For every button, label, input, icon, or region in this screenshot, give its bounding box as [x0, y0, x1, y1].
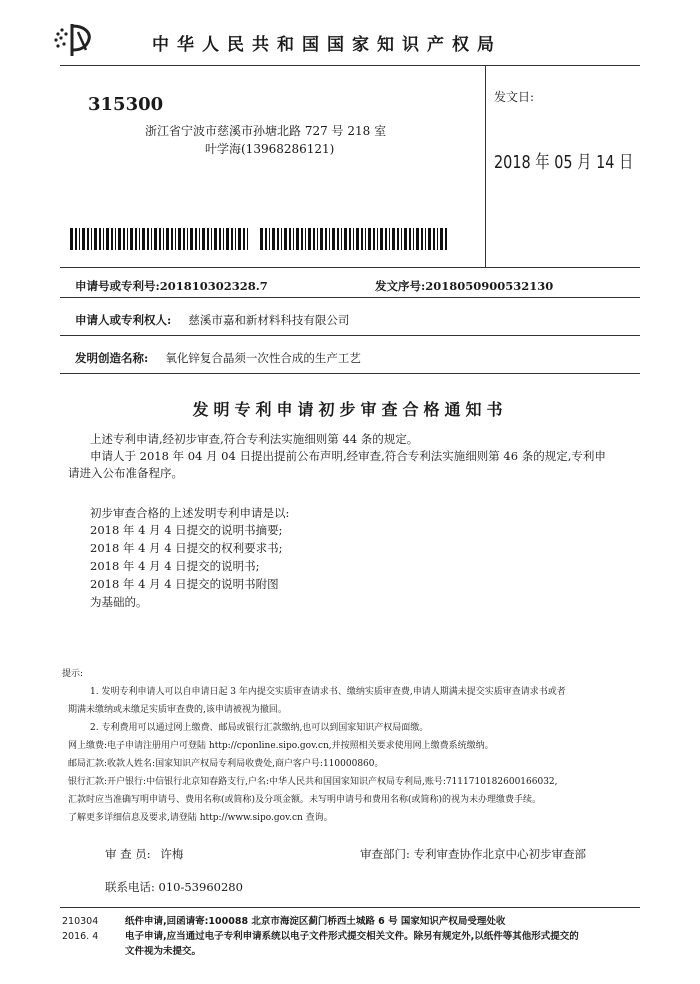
tip-line: 银行汇款:开户银行:中信银行北京知春路支行,户名:中华人民共和国国家知识产权局专利局,账号:7111710182600166032, — [68, 777, 558, 787]
postcode: 315300 — [88, 94, 164, 115]
form-code: 210304 — [62, 916, 99, 927]
tip-line: 邮局汇款:收款人姓名:国家知识产权局专利局收费处,商户客户号:110000860。 — [68, 759, 384, 769]
dept-value: 专利审查协作北京中心初步审查部 — [413, 847, 587, 861]
serial-label: 发文序号: — [375, 279, 426, 293]
serial-value: 2018050900532130 — [425, 279, 554, 293]
form-version: 2016. 4 — [62, 931, 99, 942]
tip-line: 汇款时应当准确写明申请号、费用名称(或简称)及分项金额。未写明申请号和费用名称(或简称)的视为未办理缴费手续。 — [68, 795, 542, 805]
rule-2 — [60, 297, 640, 298]
notice-title: 发明专利申请初步审查合格通知书 — [192, 400, 508, 419]
list-item: 2018 年 4 月 4 日提交的权利要求书; — [90, 541, 283, 555]
dept-label: 审查部门: — [360, 847, 410, 861]
tip-line: 了解更多详细信息及要求,请登陆 http://www.sipo.gov.cn 查询。 — [68, 813, 333, 823]
notice-paragraph-2-line-2: 请进入公布准备程序。 — [68, 466, 183, 480]
top-rule — [60, 65, 640, 66]
footer-line-1: 纸件申请,回函请寄:100088 北京市海淀区蓟门桥西土城路 6 号 国家知识产权局受理处收 — [125, 916, 506, 927]
date-divider — [485, 65, 486, 267]
phone-label: 联系电话: — [105, 880, 155, 894]
notice-paragraph-2-line-1: 申请人于 2018 年 04 月 04 日提出提前公布声明,经审查,符合专利法实施细则第 46 条的规定,专利申 — [90, 449, 606, 463]
notice-paragraph-1: 上述专利申请,经初步审查,符合专利法实施细则第 44 条的规定。 — [90, 432, 419, 446]
applicant-value: 慈溪市嘉和新材料科技有限公司 — [188, 313, 350, 327]
barcode-right — [260, 228, 448, 250]
org-name: 中华人民共和国国家知识产权局 — [152, 35, 502, 55]
recipient-address: 浙江省宁波市慈溪市孙塘北路 727 号 218 室 — [145, 124, 387, 138]
barcode-left — [70, 228, 248, 250]
app-no-value: 201810302328.7 — [159, 279, 268, 293]
phone-value: 010-53960280 — [158, 880, 243, 894]
invention-label: 发明创造名称: — [75, 351, 149, 365]
footer-line-3: 文件视为未提交。 — [125, 946, 202, 957]
dispatch-date-value: 2018 年 05 月 14 日 — [494, 152, 634, 173]
tip-line: 网上缴费:电子申请注册用户可登陆 http://cponline.sipo.gov.cn,并按照相关要求使用网上缴费系统缴纳。 — [68, 741, 494, 751]
rule-3 — [60, 335, 640, 336]
list-item: 2018 年 4 月 4 日提交的说明书; — [90, 559, 260, 573]
applicant-label: 申请人或专利权人: — [75, 313, 172, 327]
examiner-value: 许梅 — [160, 847, 184, 861]
tip-line: 1. 发明专利申请人可以自申请日起 3 年内提交实质审查请求书、缴纳实质审查费,申请人期满未提交实质审查请求书或者 — [90, 687, 566, 697]
app-no-label: 申请号或专利号: — [75, 279, 160, 293]
list-end: 为基础的。 — [90, 595, 148, 609]
tip-line: 期满未缴纳或未缴足实质审查费的,该申请被视为撤回。 — [68, 705, 287, 715]
examiner-label: 审 查 员: — [105, 847, 151, 861]
tip-line: 2. 专利费用可以通过网上缴费、邮局或银行汇款缴纳,也可以到国家知识产权局面缴。 — [90, 723, 429, 733]
sipo-logo — [52, 20, 102, 60]
tips-heading: 提示: — [62, 669, 84, 679]
invention-value: 氧化锌复合晶须一次性合成的生产工艺 — [165, 351, 361, 365]
list-item: 2018 年 4 月 4 日提交的说明书摘要; — [90, 523, 283, 537]
list-intro: 初步审查合格的上述发明专利申请是以: — [90, 506, 290, 520]
rule-4 — [60, 373, 640, 374]
footer-rule — [60, 907, 640, 908]
footer-line-2: 电子申请,应当通过电子专利申请系统以电子文件形式提交相关文件。除另有规定外,以纸件等其他形式提交的 — [125, 931, 579, 942]
list-item: 2018 年 4 月 4 日提交的说明书附图 — [90, 577, 279, 591]
recipient-name: 叶学海(13968286121) — [205, 142, 335, 156]
rule-1 — [60, 267, 640, 268]
dispatch-date-label: 发文日: — [494, 90, 535, 104]
